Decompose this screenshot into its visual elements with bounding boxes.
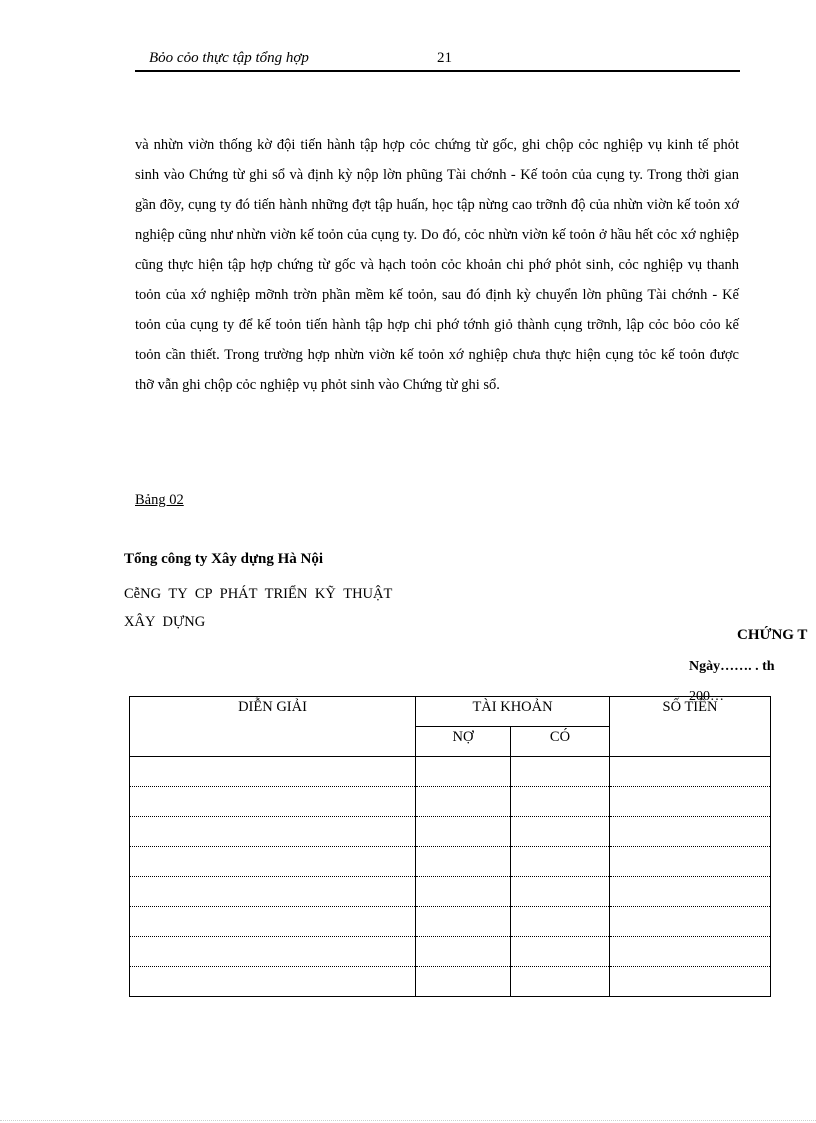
- debit-cell: [416, 877, 511, 907]
- header-account: TÀI KHOẢN: [416, 697, 610, 727]
- amount-cell: [610, 937, 771, 967]
- table-row: [130, 877, 771, 907]
- voucher-title: CHỨNG T: [737, 627, 808, 643]
- page-number: 21: [437, 50, 452, 66]
- header-title: Bỏo cỏo thực tập tổng hợp: [149, 50, 309, 66]
- description-cell: [130, 817, 416, 847]
- amount-cell: [610, 847, 771, 877]
- description-cell: [130, 877, 416, 907]
- debit-cell: [416, 907, 511, 937]
- credit-cell: [511, 877, 610, 907]
- credit-cell: [511, 757, 610, 787]
- company-parent-name: Tổng công ty Xây dựng Hà Nội: [124, 551, 324, 567]
- credit-cell: [511, 967, 610, 997]
- amount-cell: [610, 877, 771, 907]
- table-row: [130, 757, 771, 787]
- table-row: [130, 907, 771, 937]
- table-row: [130, 787, 771, 817]
- company-name: CễNG TY CP PHÁT TRIỂN KỸ THUẬT XÂY DỰNG: [124, 586, 393, 630]
- debit-cell: [416, 847, 511, 877]
- credit-cell: [511, 817, 610, 847]
- credit-cell: [511, 847, 610, 877]
- table-caption: Bảng 02: [135, 492, 184, 508]
- description-cell: [130, 757, 416, 787]
- credit-cell: [511, 787, 610, 817]
- description-cell: [130, 937, 416, 967]
- debit-cell: [416, 967, 511, 997]
- description-cell: [130, 967, 416, 997]
- page-bottom-divider: [0, 1120, 816, 1121]
- amount-cell: [610, 907, 771, 937]
- description-cell: [130, 847, 416, 877]
- voucher-date-line: Ngày……. . th: [689, 659, 775, 674]
- amount-cell: [610, 757, 771, 787]
- debit-cell: [416, 787, 511, 817]
- header-debit: NỢ: [416, 727, 511, 757]
- amount-cell: [610, 967, 771, 997]
- amount-cell: [610, 787, 771, 817]
- body-paragraph: và nhừn viờn thống kờ đội tiến hành tập hợp cỏc chứng từ gốc, ghi chộp cỏc nghiệp vụ kinh tế phỏt sinh vào Chứng từ ghi sổ và định kỳ nộp lờn phũng Tài chớnh - Kế toỏn của cụng ty. Trong thời gian gần đõy, cụng ty đó tiến hành những đợt tập huấn, học tập nừng cao trỡnh độ của nhừn viờn kế toỏn xớ nghiệp cũng như nhừn viờn kế toỏn của cụng ty. Do đó, cỏc nhừn viờn kế toỏn ở hầu hết cỏc xớ nghiệp cũng thực hiện tập hợp chứng từ gốc và hạch toỏn cỏc khoản chi phớ phỏt sinh, cỏc nghiệp vụ thanh toỏn của xớ nghiệp mỡnh trờn phần mềm kế toỏn, sau đó định kỳ chuyển lờn phũng Tài chớnh - Kế toỏn của cụng ty để kế toỏn tiến hành tập hợp chi phớ tớnh giỏ thành cụng trỡnh, lập cỏc bỏo cỏo kế toỏn cần thiết. Trong trường hợp nhừn viờn kế toỏn xớ nghiệp chưa thực hiện cụng tỏc kế toỏn được thỡ vẫn ghi chộp cỏc nghiệp vụ phỏt sinh vào Chứng từ ghi sổ.: [135, 137, 739, 393]
- description-cell: [130, 787, 416, 817]
- debit-cell: [416, 817, 511, 847]
- debit-cell: [416, 757, 511, 787]
- table-row: [130, 937, 771, 967]
- header-description: DIỄN GIẢI: [130, 697, 416, 757]
- credit-cell: [511, 937, 610, 967]
- ledger-table: [129, 696, 771, 997]
- page-header: [135, 48, 740, 72]
- voucher-year-line: 200…: [689, 689, 724, 704]
- header-amount: SỐ TIỀN: [610, 697, 771, 757]
- header-credit: CÓ: [511, 727, 610, 757]
- table-row: [130, 967, 771, 997]
- table-row: [130, 817, 771, 847]
- debit-cell: [416, 937, 511, 967]
- table-row: [130, 847, 771, 877]
- credit-cell: [511, 907, 610, 937]
- amount-cell: [610, 817, 771, 847]
- description-cell: [130, 907, 416, 937]
